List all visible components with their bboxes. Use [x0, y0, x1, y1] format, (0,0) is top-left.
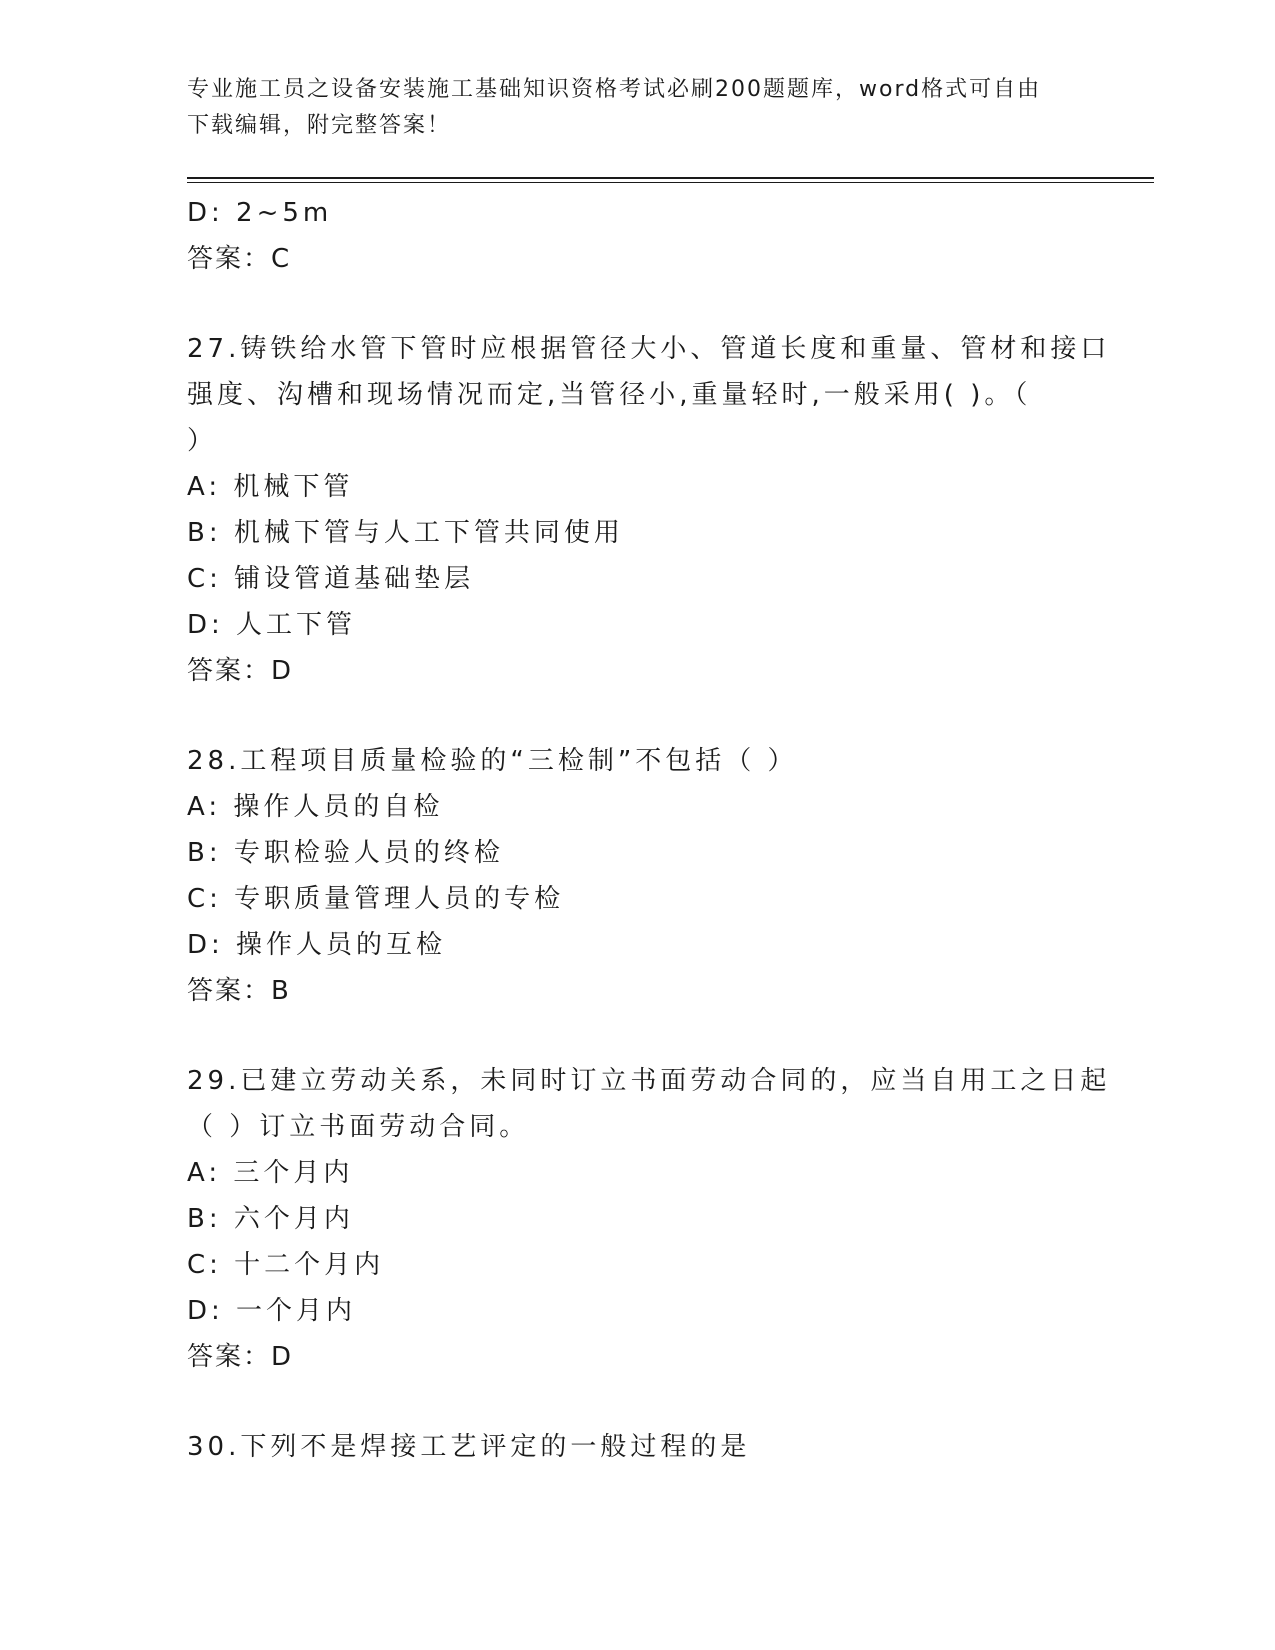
option-d: D: 一个月内: [187, 1296, 357, 1326]
answer-text: 答案：D: [187, 1342, 294, 1372]
header-divider-thin: [187, 182, 1154, 183]
option-b: B: 机械下管与人工下管共同使用: [187, 518, 624, 548]
header-line-1: 专业施工员之设备安装施工基础知识资格考试必刷200题题库，word格式可自由: [187, 77, 1042, 102]
question-stem: 30.下列不是焊接工艺评定的一般过程的是: [187, 1432, 751, 1462]
option-d: D: 人工下管: [187, 610, 357, 640]
option-a: A: 三个月内: [187, 1158, 354, 1188]
question-stem: 29.已建立劳动关系，未同时订立书面劳动合同的，应当自用工之日起: [187, 1066, 1111, 1096]
spacer: [187, 694, 1087, 738]
option-a: A: 机械下管: [187, 472, 354, 502]
header-divider-thick: [187, 177, 1154, 179]
question-stem: 28.工程项目质量检验的“三检制”不包括（ ）: [187, 746, 798, 776]
question-28: [187, 738, 1087, 1014]
option-d: D: 操作人员的互检: [187, 930, 447, 960]
option-c: C: 铺设管道基础垫层: [187, 564, 475, 594]
question-29: [187, 1058, 1111, 1380]
option-c: C: 专职质量管理人员的专检: [187, 884, 565, 914]
question-stem: ）: [187, 426, 218, 456]
option-d: D: 2~5m: [187, 198, 333, 228]
question-stem: 27.铸铁给水管下管时应根据管径大小、管道长度和重量、管材和接口: [187, 334, 1111, 364]
option-b: B: 专职检验人员的终检: [187, 838, 504, 868]
option-b: B: 六个月内: [187, 1204, 354, 1234]
question-26-tail: [187, 190, 1087, 282]
document-header: [187, 72, 1087, 144]
question-30: [187, 1424, 1087, 1470]
question-list: [187, 190, 1111, 1470]
option-a: A: 操作人员的自检: [187, 792, 444, 822]
answer-text: 答案：C: [187, 244, 292, 274]
answer-text: 答案：D: [187, 656, 294, 686]
question-stem: 强度、沟槽和现场情况而定,当管径小,重量轻时,一般采用( )。（: [187, 380, 1032, 410]
question-27: [187, 326, 1111, 694]
answer-text: 答案：B: [187, 976, 291, 1006]
spacer: [187, 1014, 1087, 1058]
header-line-2: 下载编辑，附完整答案！: [187, 113, 452, 138]
question-stem: （ ）订立书面劳动合同。: [187, 1112, 530, 1142]
spacer: [187, 282, 1087, 326]
spacer: [187, 1380, 1087, 1424]
option-c: C: 十二个月内: [187, 1250, 385, 1280]
